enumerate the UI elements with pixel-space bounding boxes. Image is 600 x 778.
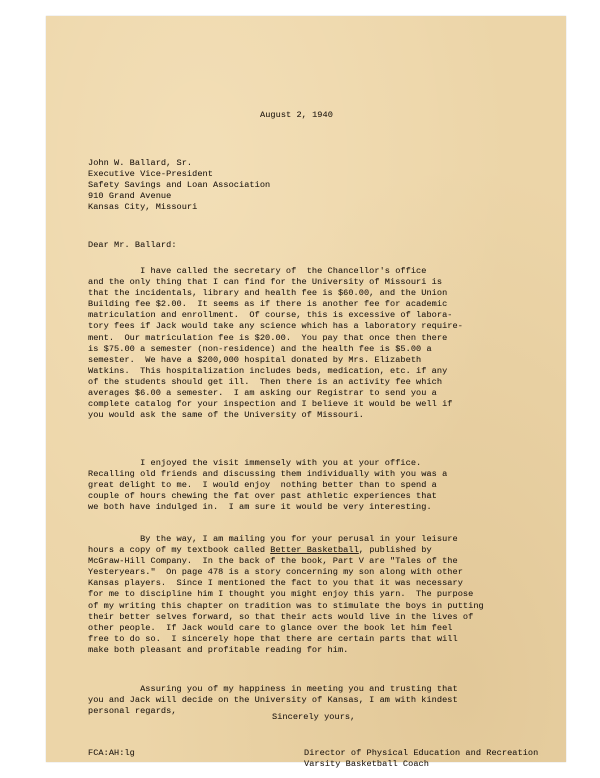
paragraph-book — [88, 534, 484, 656]
text-line: personal regards, — [88, 706, 177, 717]
text-line: of the students should get ill. Then there is an activity fee which — [88, 376, 443, 387]
text-line: complete catalog for your inspection and I believe it would be well if — [88, 399, 453, 410]
signature-block — [304, 748, 538, 770]
salutation: Dear Mr. Ballard: — [88, 240, 177, 250]
text-line: you and Jack will decide on the University of Kansas, I am with kindest — [88, 695, 458, 706]
text-line: we both have indulged in. I am sure it would be very interesting. — [88, 502, 432, 513]
text-line: make both pleasant and profitable reading for him. — [88, 644, 349, 655]
text-line: averages $6.00 a semester. I am asking our Registrar to send you a — [88, 388, 437, 399]
text-line: By the way, I am mailing you for your perusal in your leisure — [88, 534, 458, 544]
text-line: Watkins. This hospitalization includes beds, medication, etc. if any — [88, 365, 448, 376]
letter-date: August 2, 1940 — [260, 110, 333, 120]
text-line: their better selves forward, so that their acts would live in the lives of — [88, 611, 474, 622]
text-line: Assuring you of my happiness in meeting you and trusting that — [88, 684, 458, 694]
recipient-line: Kansas City, Missouri — [88, 202, 198, 213]
paragraph-visit — [88, 458, 447, 513]
text-line: I enjoyed the visit immensely with you at your office. — [88, 458, 422, 468]
text-line: couple of hours chewing the fat over past athletic experiences that — [88, 491, 437, 502]
recipient-line: John W. Ballard, Sr. — [88, 158, 193, 168]
recipient-address — [88, 158, 270, 213]
text-line: matriculation and enrollment. Of course, this is excessive of labora- — [88, 310, 453, 321]
book-title: Better Basketball — [270, 545, 359, 556]
text-line: of my writing this chapter on tradition was to stimulate the boys in putting — [88, 600, 484, 611]
recipient-line: Safety Savings and Loan Association — [88, 180, 271, 191]
complimentary-close: Sincerely yours, — [272, 712, 356, 722]
recipient-line: Executive Vice-President — [88, 169, 213, 180]
text-line: Recalling old friends and discussing them individually with you was a — [88, 469, 448, 480]
recipient-line: 910 Grand Avenue — [88, 191, 172, 202]
text-line: is $75.00 a semester (non-residence) and the health fee is $5.00 a — [88, 343, 432, 354]
text-line: semester. We have a $200,000 hospital donated by Mrs. Elizabeth — [88, 354, 422, 365]
text-line: for me to discipline him I thought you might enjoy this yarn. The purpose — [88, 589, 474, 600]
signature-title-line: Varsity Basketball Coach — [304, 759, 429, 770]
text-line: and the only thing that I can find for the University of Missouri is — [88, 277, 443, 288]
reference-initials: FCA:AH:lg — [88, 748, 135, 758]
text-line: you would ask the same of the University of Missouri. — [88, 410, 364, 421]
text-line: , published by — [358, 545, 432, 556]
text-line: free to do so. I sincerely hope that there are certain parts that will — [88, 633, 458, 644]
text-line: tory fees if Jack would take any science which has a laboratory require- — [88, 321, 463, 332]
text-line: I have called the secretary of the Chancellor's office — [88, 266, 427, 276]
signature-title-line: Director of Physical Education and Recreation — [304, 748, 539, 758]
text-line: Building fee $2.00. It seems as if there is another fee for academic — [88, 299, 448, 310]
text-line: Yesteryears." On page 478 is a story concerning my son along with other — [88, 567, 463, 578]
text-line: ment. Our matriculation fee is $20.00. You pay that once then there — [88, 332, 448, 343]
text-line: hours a copy of my textbook called — [88, 545, 271, 556]
paragraph-fees — [88, 266, 463, 421]
text-line: Kansas players. Since I mentioned the fact to you that it was necessary — [88, 578, 463, 589]
text-line: great delight to me. I would enjoy nothing better than to spend a — [88, 480, 437, 491]
text-line: other people. If Jack would care to glance over the book let him feel — [88, 622, 453, 633]
text-line: that the incidentals, library and health fee is $60.00, and the Union — [88, 288, 448, 299]
letter-page — [46, 16, 566, 770]
text-line: McGraw-Hill Company. In the back of the book, Part V are "Tales of the — [88, 556, 458, 567]
